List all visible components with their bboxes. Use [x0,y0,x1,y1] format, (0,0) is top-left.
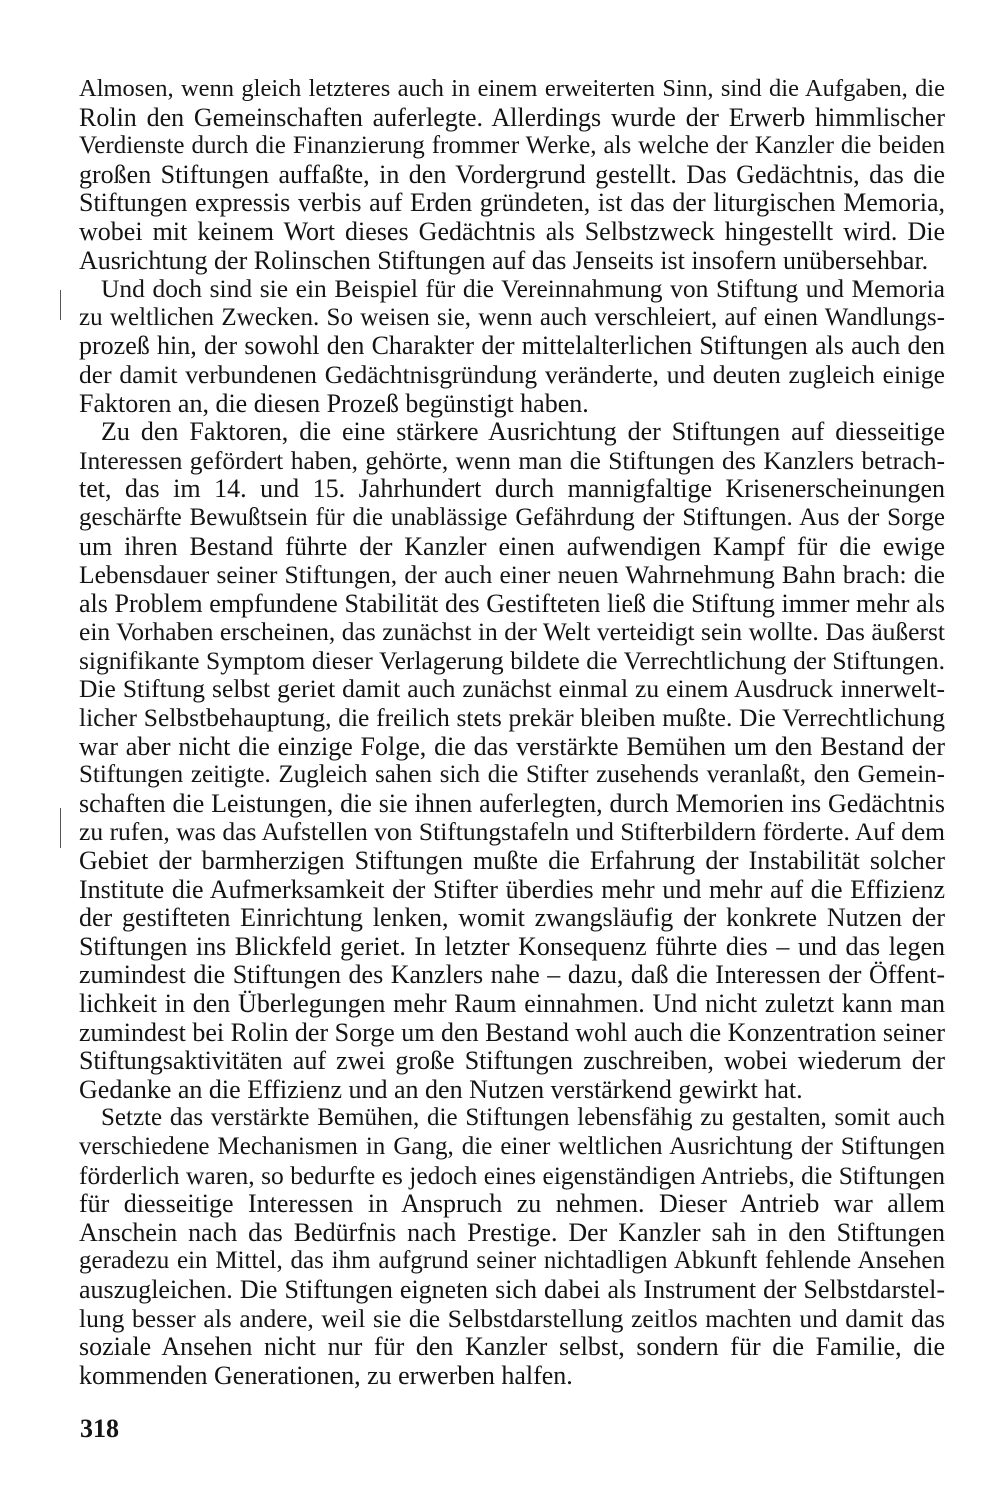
text-line: Zu den Faktoren, die eine stärkere Ausrichtung der Stiftungen auf diesseitige [101,417,945,447]
text-line: schaften die Leistungen, die sie ihnen auferlegten, durch Memorien ins Gedächtnis [79,788,945,818]
text-line: Die Stiftung selbst geriet damit auch zunächst einmal zu einem Ausdruck innerwelt- [79,674,945,704]
text-line: zu rufen, was das Aufstellen von Stiftungstafeln und Stifterbildern förderte. Auf dem [79,817,945,847]
text-line: um ihren Bestand führte der Kanzler einen aufwendigen Kampf für die ewige [79,531,945,561]
text-line: verschiedene Mechanismen in Gang, die einer weltlichen Ausrichtung der Stiftungen [79,1132,945,1160]
text-line: Institute die Aufmerksamkeit der Stifter überdies mehr und mehr auf die Effizienz [79,874,945,904]
text-line: lung besser als andere, weil sie die Selbstdarstellung zeitlos machten und damit das [79,1303,945,1333]
text-line: zumindest bei Rolin der Sorge um den Bestand wohl auch die Konzentration seiner [79,1017,945,1047]
text-line: tet, das im 14. und 15. Jahrhundert durch mannigfaltige Krisenerscheinungen [79,474,945,504]
text-line: förderlich waren, so bedurfte es jedoch eines eigenständigen Antriebs, die Stiftungen [79,1160,945,1190]
text-line: signifikante Symptom dieser Verlagerung bildete die Verrechtlichung der Stiftungen. [79,645,945,675]
text-line: der damit verbundenen Gedächtnisgründung veränderte, und deuten zugleich einige [79,359,945,389]
margin-pencil-mark [60,290,61,320]
text-line: kommenden Generationen, zu erwerben halfen. [79,1360,573,1390]
text-line: als Problem empfundene Stabilität des Gestifteten ließ die Stiftung immer mehr als [79,588,945,618]
text-line: der gestifteten Einrichtung lenken, womit zwangsläufig der konkrete Nutzen der [79,903,945,933]
text-line: Lebensdauer seiner Stiftungen, der auch einer neuen Wahrnehmung Bahn brach: die [79,560,945,590]
text-line: auszugleichen. Die Stiftungen eigneten sich dabei als Instrument der Selbstdarstel- [79,1274,945,1304]
text-line: Stiftungen expressis verbis auf Erden gründeten, ist das der liturgischen Memoria, [79,188,945,218]
text-line: Anschein nach das Bedürfnis nach Prestige. Der Kanzler sah in den Stiftungen [79,1217,945,1247]
text-line: Stiftungen ins Blickfeld geriet. In letzter Konsequenz führte dies – und das legen [79,931,945,961]
text-line: Faktoren an, die diesen Prozeß begünstigt haben. [79,388,589,418]
text-line: geradezu ein Mittel, das ihm aufgrund seiner nichtadligen Abkunft fehlende Ansehen [79,1247,945,1275]
margin-pencil-mark [60,808,61,848]
text-line: für diesseitige Interessen in Anspruch zu nehmen. Dieser Antrieb war allem [79,1189,945,1219]
text-line: soziale Ansehen nicht nur für den Kanzler selbst, sondern für die Familie, die [79,1332,945,1362]
text-line: Und doch sind sie ein Beispiel für die Vereinnahmung von Stiftung und Memoria [101,274,945,304]
text-line: Gebiet der barmherzigen Stiftungen mußte die Erfahrung der Instabilität solcher [79,846,945,876]
text-line: lichkeit in den Überlegungen mehr Raum einnahmen. Und nicht zuletzt kann man [79,989,945,1018]
body-text [79,75,945,1390]
text-line: Stiftungen zeitigte. Zugleich sahen sich die Stifter zusehends veranlaßt, den Gemein- [79,761,945,789]
text-line: prozeß hin, der sowohl den Charakter der mittelalterlichen Stiftungen als auch den [79,331,945,361]
text-line: war aber nicht die einzige Folge, die das verstärkte Bemühen um den Bestand der [79,731,945,761]
text-line: Setzte das verstärkte Bemühen, die Stiftungen lebensfähig zu gestalten, somit auch [101,1104,945,1132]
text-line: zumindest die Stiftungen des Kanzlers nahe – dazu, daß die Interessen der Öffent- [79,960,945,990]
text-line: Ausrichtung der Rolinschen Stiftungen auf das Jenseits ist insofern unübersehbar. [79,245,929,275]
text-line: Gedanke an die Effizienz und an den Nutzen verstärkend gewirkt hat. [79,1074,803,1104]
text-line: licher Selbstbehauptung, die freilich stets prekär bleiben mußte. Die Verrechtlichung [79,703,945,733]
text-line: zu weltlichen Zwecken. So weisen sie, wenn auch verschleiert, auf einen Wandlungs- [79,303,945,331]
text-line: ein Vorhaben erscheinen, das zunächst in der Welt verteidigt sein wollte. Das äußerst [79,617,945,647]
text-line: großen Stiftungen auffaßte, in den Vordergrund gestellt. Das Gedächtnis, das die [79,159,945,189]
text-line: Stiftungsaktivitäten auf zwei große Stiftungen zuschreiben, wobei wiederum der [79,1046,945,1076]
text-line: Verdienste durch die Finanzierung frommer Werke, als welche der Kanzler die beiden [79,132,945,160]
page-number: 318 [80,1414,119,1443]
text-line: Interessen gefördert haben, gehörte, wenn man die Stiftungen des Kanzlers betrach- [79,445,945,475]
text-line: geschärfte Bewußtsein für die unablässige Gefährdung der Stiftungen. Aus der Sorge [79,503,945,531]
text-line: wobei mit keinem Wort dieses Gedächtnis als Selbstzweck hingestellt wird. Die [79,216,945,246]
text-line: Rolin den Gemeinschaften auferlegte. Allerdings wurde der Erwerb himmlischer [79,102,945,132]
text-line: Almosen, wenn gleich letzteres auch in einem erweiterten Sinn, sind die Aufgaben, die [79,75,945,102]
